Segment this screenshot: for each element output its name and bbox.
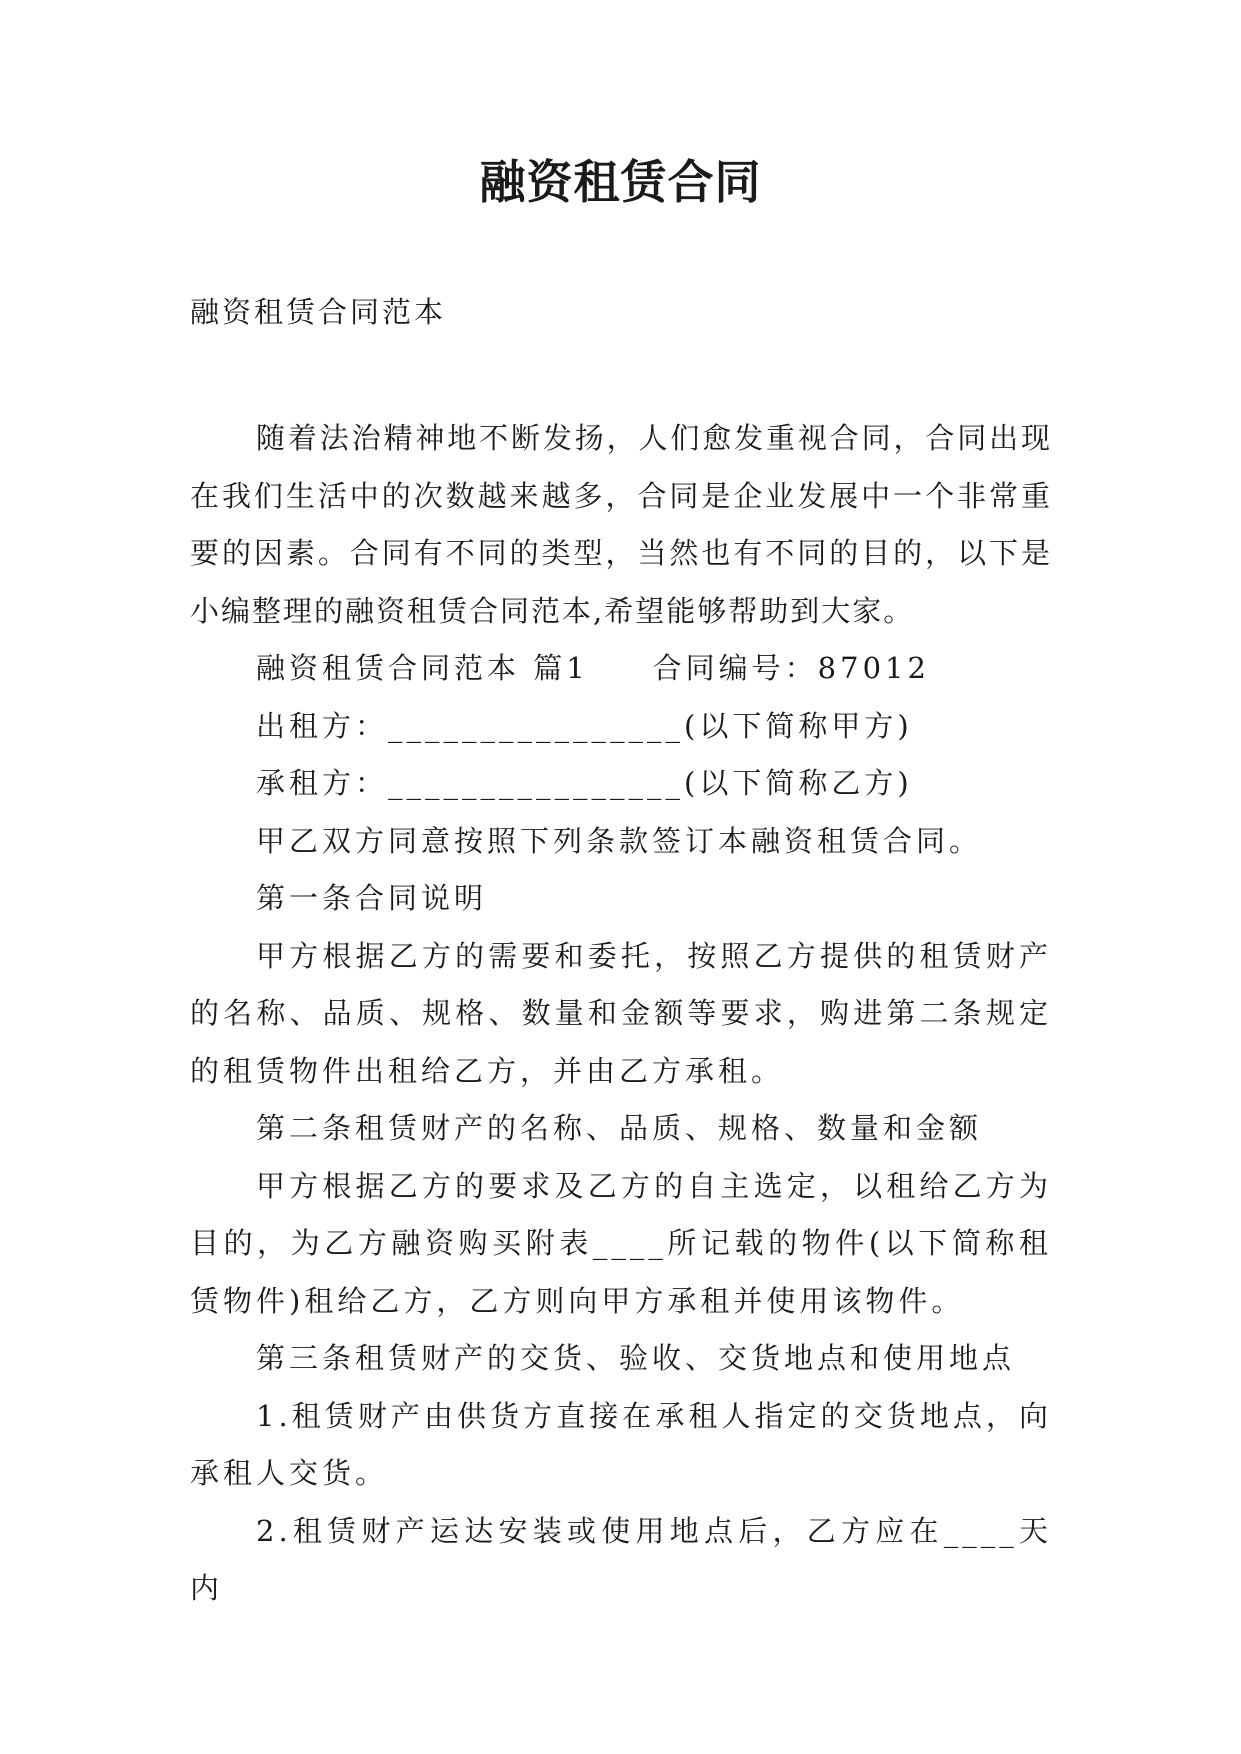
article-3-item-1: 1.租赁财产由供货方直接在承租人指定的交货地点，向承租人交货。: [190, 1398, 1052, 1490]
article-1-text: 甲方根据乙方的需要和委托，按照乙方提供的租赁财产的名称、品质、规格、数量和金额等要求，购进第二条规定的租赁物件出租给乙方，并由乙方承租。: [190, 938, 1052, 1088]
lessor-line: 出租方：________________(以下简称甲方): [256, 708, 913, 743]
article-3-heading: 第三条租赁财产的交货、验收、交货地点和使用地点: [256, 1341, 1016, 1375]
article-1-heading: 第一条合同说明: [256, 881, 488, 915]
article-2-text: 甲方根据乙方的要求及乙方的自主选定，以租给乙方为目的，为乙方融资购买附表____所记载的物件(以下简称租赁物件)租给乙方，乙方则向甲方承租并使用该物件。: [190, 1168, 1052, 1318]
article-3-item-2: 2.租赁财产运达安装或使用地点后，乙方应在____天内: [190, 1513, 1052, 1605]
section-heading: [190, 640, 1052, 698]
intro-paragraph: 随着法治精神地不断发扬，人们愈发重视合同，合同出现在我们生活中的次数越来越多，合同是企业发展中一个非常重要的因素。合同有不同的类型，当然也有不同的目的，以下是小编整理的融资租赁合同范本,希望能够帮助到大家。: [190, 421, 1052, 628]
article-2-heading: 第二条租赁财产的名称、品质、规格、数量和金额: [256, 1111, 983, 1145]
section-label: 融资租赁合同范本 篇1: [256, 651, 589, 685]
lessee-line: 承租方：________________(以下简称乙方): [256, 766, 913, 800]
document-body: [190, 410, 1052, 1618]
agreement-line: 甲乙双方同意按照下列条款签订本融资租赁合同。: [256, 823, 983, 858]
contract-number: 合同编号：87012: [652, 651, 930, 685]
document-subtitle: 融资租赁合同范本: [190, 295, 447, 329]
document-title: 融资租赁合同: [479, 155, 762, 209]
